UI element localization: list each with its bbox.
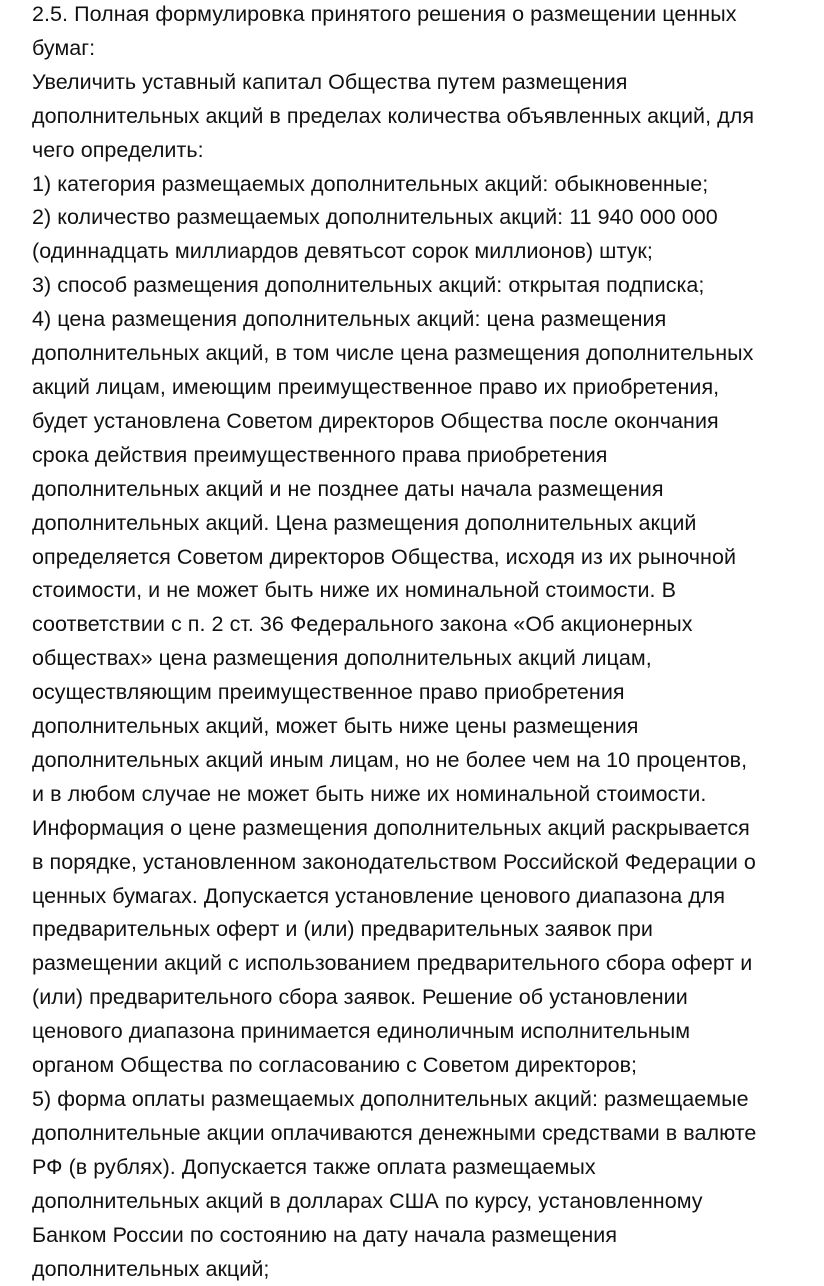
- text-line: определяется Советом директоров Общества, исходя из их рыночной: [32, 544, 737, 569]
- text-line: Банком России по состоянию на дату начала размещения: [32, 1222, 618, 1247]
- text-line: ценового диапазона принимается единоличным исполнительным: [32, 1019, 691, 1044]
- text-line: предварительных оферт и (или) предварительных заявок при: [32, 917, 653, 942]
- text-line: дополнительные акции оплачиваются денежными средствами в валюте: [32, 1120, 757, 1145]
- text-line: дополнительных акций, в том числе цена размещения дополнительных: [32, 341, 754, 366]
- text-line: размещении акций с использованием предварительного сбора оферт и: [32, 951, 753, 976]
- section-heading-line-1: 2.5. Полная формулировка принятого решения о размещении ценных: [32, 2, 737, 26]
- text-line: обществах» цена размещения дополнительных акций лицам,: [32, 646, 652, 671]
- text-line: органом Общества по согласованию с Советом директоров;: [32, 1053, 638, 1078]
- text-line: стоимости, и не может быть ниже их номинальной стоимости. В: [32, 578, 676, 603]
- list-item-1: 1) категория размещаемых дополнительных акций: обыкновенные;: [32, 171, 709, 196]
- text-line: и в любом случае не может быть ниже их номинальной стоимости.: [32, 781, 707, 806]
- text-line: осуществляющим преимущественное право приобретения: [32, 680, 625, 705]
- list-item-2: 2) количество размещаемых дополнительных акций: 11 940 000 000: [32, 205, 718, 230]
- text-line: ценных бумагах. Допускается установление ценового диапазона для: [32, 883, 726, 908]
- text-line: дополнительных акций, может быть ниже цены размещения: [32, 714, 639, 739]
- text-line: чего определить:: [32, 137, 204, 162]
- text-line: будет установлена Советом директоров Общества после окончания: [32, 408, 719, 433]
- text-line: соответствии с п. 2 ст. 36 Федерального закона «Об акционерных: [32, 612, 693, 637]
- section-heading-line-2: бумаг:: [32, 35, 96, 60]
- text-line: Информация о цене размещения дополнительных акций раскрывается: [32, 815, 750, 840]
- text-line: Увеличить уставный капитал Общества путем размещения: [32, 69, 628, 94]
- text-line: РФ (в рублях). Допускается также оплата размещаемых: [32, 1154, 596, 1179]
- text-line: дополнительных акций и не позднее даты начала размещения: [32, 476, 664, 501]
- text-line: дополнительных акций в пределах количества объявленных акций, для: [32, 103, 755, 128]
- text-line: срока действия преимущественного права приобретения: [32, 442, 608, 467]
- text-line: (одиннадцать миллиардов девятьсот сорок миллионов) штук;: [32, 239, 653, 264]
- text-line: в порядке, установленном законодательством Российской Федерации о: [32, 849, 756, 874]
- text-line: дополнительных акций в долларах США по курсу, установленному: [32, 1188, 703, 1213]
- list-item-5: 5) форма оплаты размещаемых дополнительных акций: размещаемые: [32, 1087, 749, 1111]
- text-line: дополнительных акций иным лицам, но не более чем на 10 процентов,: [32, 747, 748, 772]
- text-line: акций лицам, имеющим преимущественное право их приобретения,: [32, 374, 720, 399]
- text-line: дополнительных акций;: [32, 1256, 270, 1281]
- list-item-4: 4) цена размещения дополнительных акций: цена размещения: [32, 307, 667, 332]
- list-item-3: 3) способ размещения дополнительных акций: открытая подписка;: [32, 273, 705, 298]
- text-line: (или) предварительного сбора заявок. Решение об установлении: [32, 985, 688, 1010]
- text-line: дополнительных акций. Цена размещения дополнительных акций: [32, 510, 697, 535]
